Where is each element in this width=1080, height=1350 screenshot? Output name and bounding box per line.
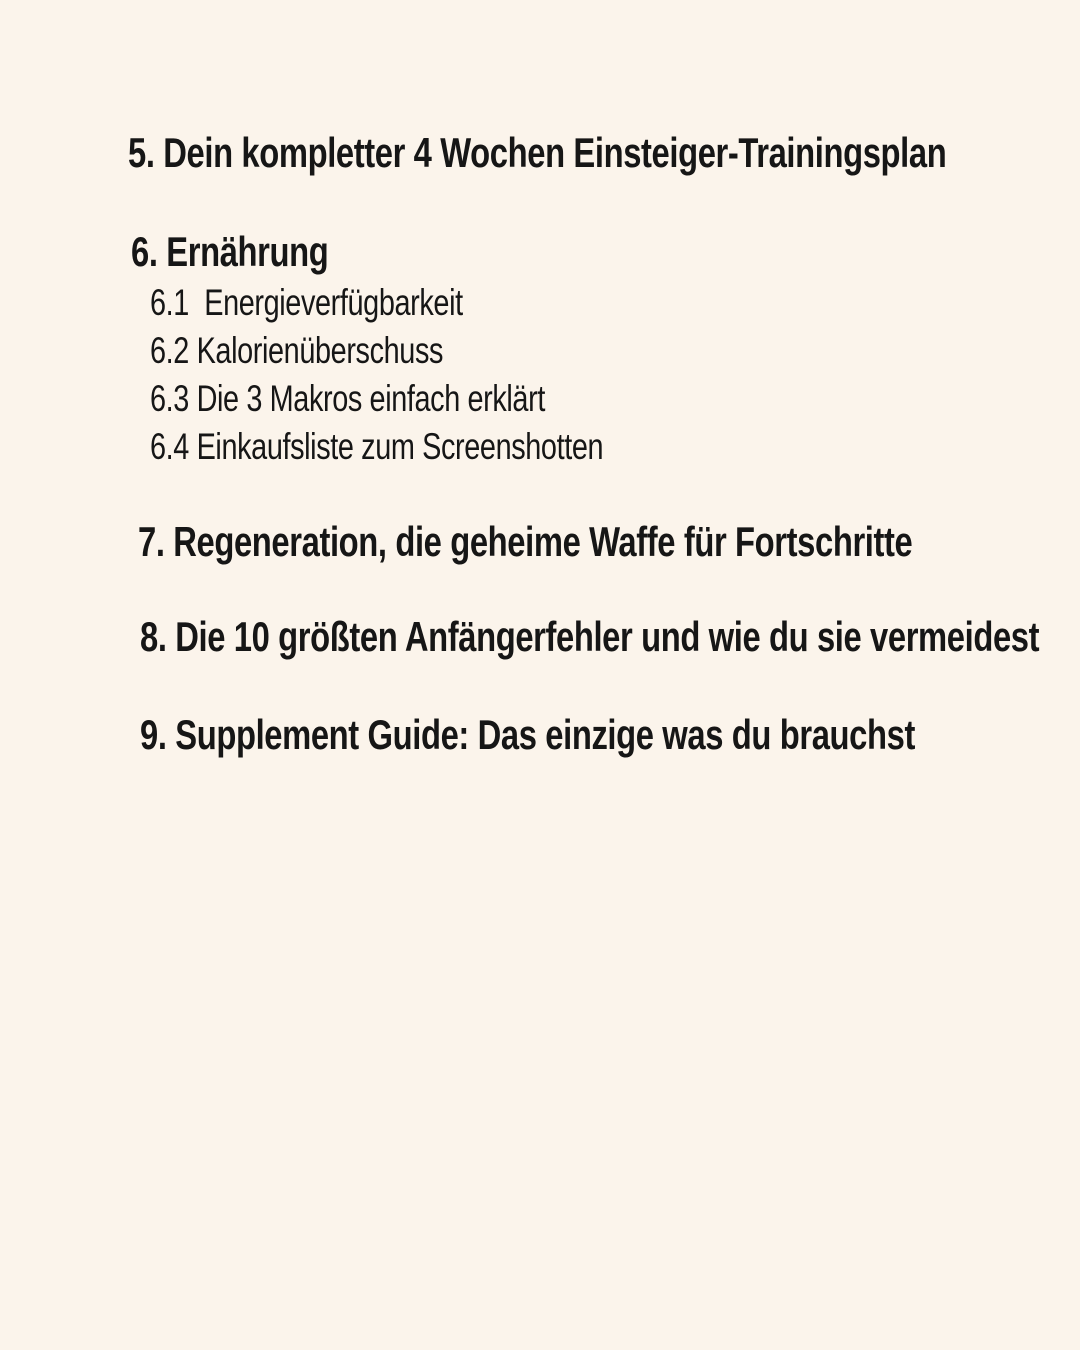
toc-subitem-6-4: 6.4 Einkaufsliste zum Screenshotten [150, 426, 604, 467]
toc-chapter-9: 9. Supplement Guide: Das einzige was du brauchst [140, 711, 915, 758]
toc-chapter-6: 6. Ernährung [131, 228, 329, 275]
table-of-contents [128, 0, 1080, 1350]
toc-subitem-6-2: 6.2 Kalorienüberschuss [150, 330, 444, 371]
toc-chapter-7: 7. Regeneration, die geheime Waffe für Fortschritte [138, 518, 913, 565]
toc-subitem-6-1: 6.1 Energieverfügbarkeit [150, 282, 463, 323]
toc-chapter-8: 8. Die 10 größten Anfängerfehler und wie du sie vermeidest [140, 613, 1040, 660]
toc-chapter-5: 5. Dein kompletter 4 Wochen Einsteiger-Trainingsplan [128, 129, 947, 176]
toc-subitem-6-3: 6.3 Die 3 Makros einfach erklärt [150, 378, 545, 419]
